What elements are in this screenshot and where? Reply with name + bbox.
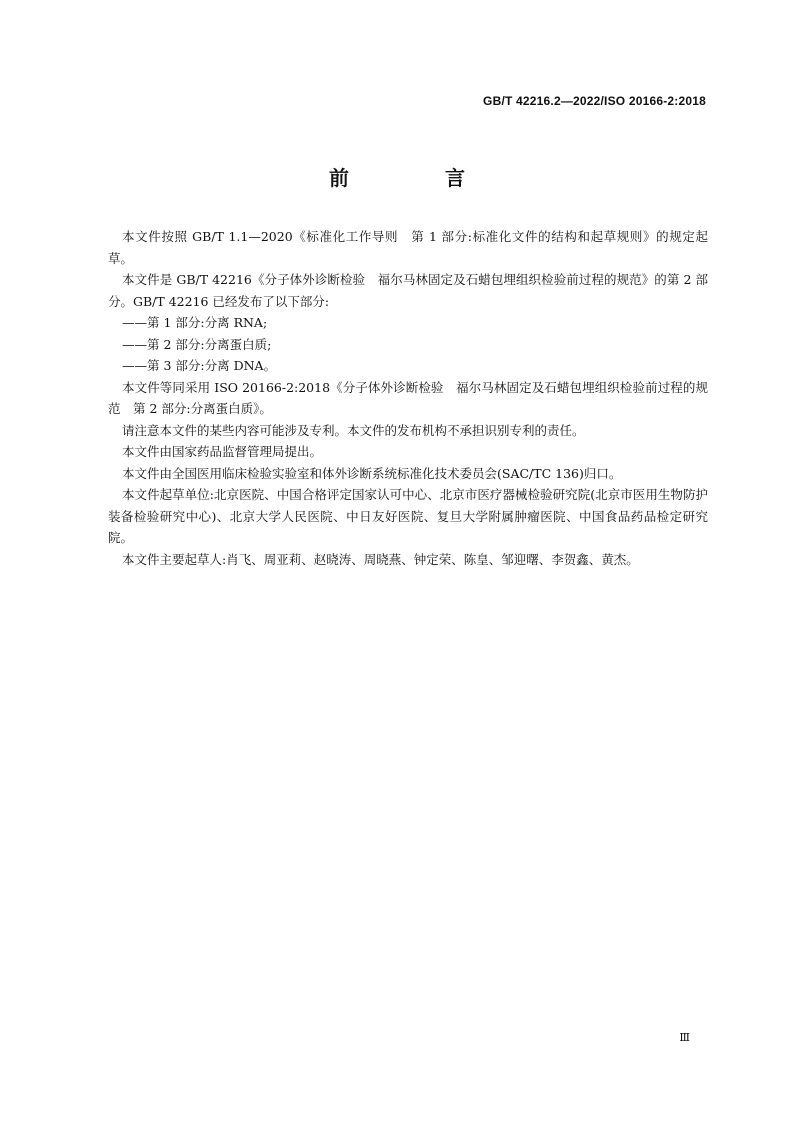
paragraph-committee: 本文件由全国医用临床检验实验室和体外诊断系统标准化技术委员会(SAC/TC 136)归口。 bbox=[122, 465, 622, 481]
list-item-part-1: ——第 1 部分:分离 RNA; bbox=[122, 315, 268, 330]
paragraph-iso-adoption: 本文件等同采用 ISO 20166-2:2018《分子体外诊断检验 福尔马林固定及石蜡包埋组织检验前过程的规范 第 2 部分:分离蛋白质》。 bbox=[108, 379, 708, 416]
paragraph-proposer: 本文件由国家药品监督管理局提出。 bbox=[122, 444, 323, 459]
paragraph-drafting-units: 本文件起草单位:北京医院、中国合格评定国家认可中心、北京市医疗器械检验研究院(北京市医用生物防护装备检验研究中心)、北京大学人民医院、中日友好医院、复旦大学附属肿瘤医院、中国食品药品检定研究院。 bbox=[108, 487, 708, 545]
list-item-part-3: ——第 3 部分:分离 DNA。 bbox=[122, 358, 277, 373]
paragraph-drafters: 本文件主要起草人:肖飞、周亚莉、赵晓涛、周晓燕、钟定荣、陈皇、邹迎曙、李贺鑫、黄杰。 bbox=[122, 551, 639, 567]
paragraph-drafting-rules: 本文件按照 GB/T 1.1—2020《标准化工作导则 第 1 部分:标准化文件的结构和起草规则》的规定起草。 bbox=[108, 229, 708, 266]
paragraph-series-intro: 本文件是 GB/T 42216《分子体外诊断检验 福尔马林固定及石蜡包埋组织检验前过程的规范》的第 2 部分。GB/T 42216 已经发布了以下部分: bbox=[108, 272, 708, 309]
list-item-part-2: ——第 2 部分:分离蛋白质; bbox=[122, 336, 272, 352]
paragraph-patent-notice: 请注意本文件的某些内容可能涉及专利。本文件的发布机构不承担识别专利的责任。 bbox=[122, 422, 585, 438]
page-number: Ⅲ bbox=[679, 1031, 690, 1044]
foreword-body bbox=[108, 226, 708, 570]
standard-number: GB/T 42216.2—2022/ISO 20166-2:2018 bbox=[483, 94, 706, 108]
page-title: 前 言 bbox=[329, 166, 503, 190]
